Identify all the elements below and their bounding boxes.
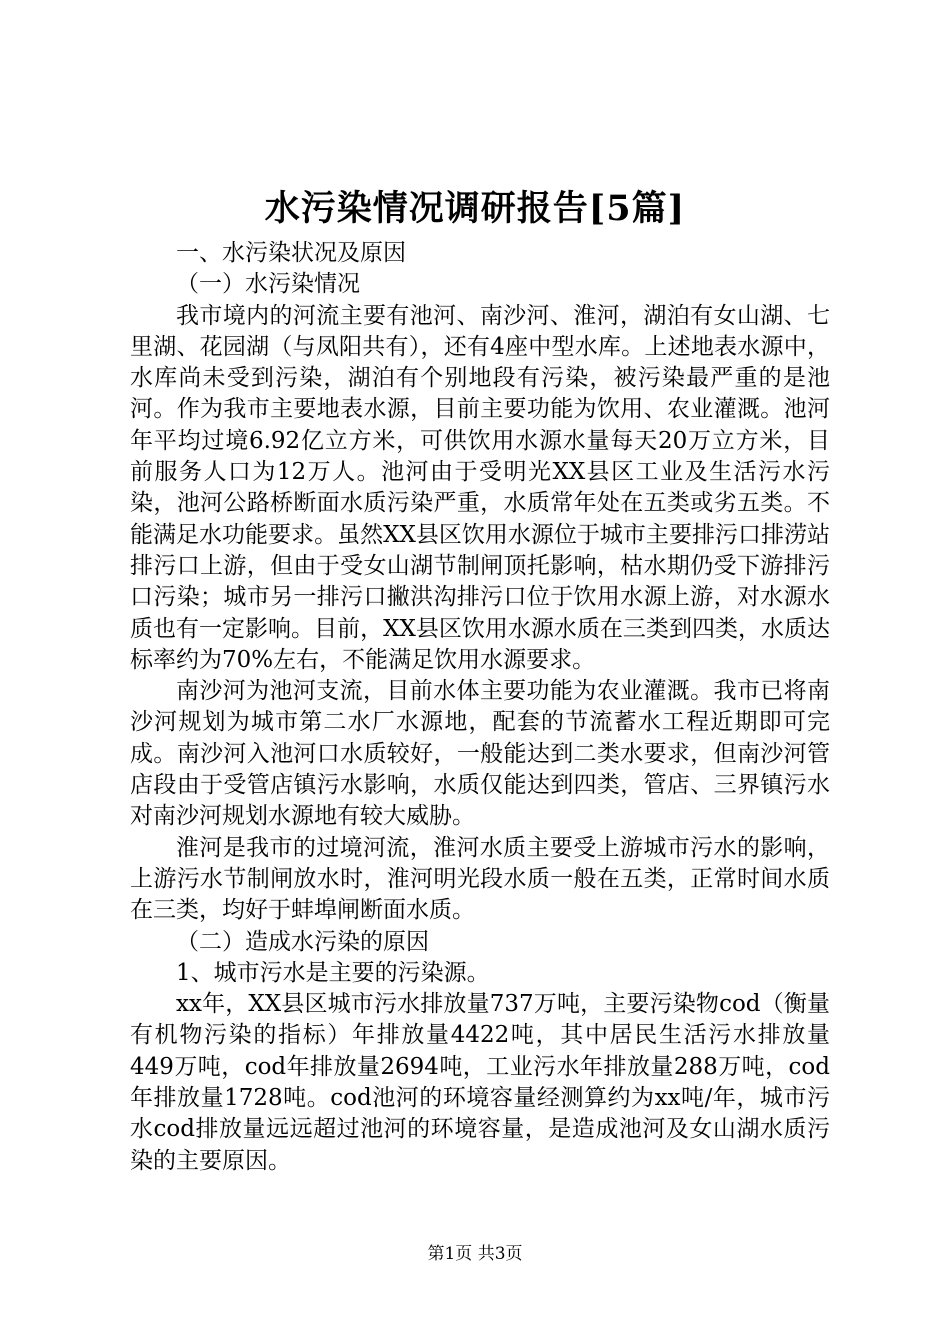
document-body	[130, 238, 830, 1177]
section-heading: 一、水污染状况及原因	[176, 240, 406, 266]
paragraph-sewage-statistics: xx年，XX县区城市污水排放量737万吨，主要污染物cod（衡量有机物污染的指标）年排放量4422吨，其中居民生活污水排放量449万吨，cod年排放量2694吨，工业污水年排放量288万吨，cod年排放量1728吨。cod池河的环境容量经测算约为xx吨/年，城市污水cod排放量远远超过池河的环境容量，是造成池河及女山湖水质污染的主要原因。	[130, 991, 830, 1174]
document-title: 水污染情况调研报告[5篇]	[264, 188, 686, 229]
list-item-urban-sewage: 1、城市污水是主要的污染源。	[176, 959, 490, 986]
page-footer: 第1页 共3页	[427, 1244, 523, 1264]
paragraph-rivers-overview: 我市境内的河流主要有池河、南沙河、淮河，湖泊有女山湖、七里湖、花园湖（与凤阳共有），还有4座中型水库。上述地表水源中，水库尚未受到污染，湖泊有个别地段有污染，被污染最严重的是池河。作为我市主要地表水源，目前主要功能为饮用、农业灌溉。池河年平均过境6.92亿立方米，可供饮用水源水量每天20万立方米，目前服务人口为12万人。池河由于受明光XX县区工业及生活污水污染，池河公路桥断面水质污染严重，水质常年处在五类或劣五类。不能满足水功能要求。虽然XX县区饮用水源位于城市主要排污口排涝站排污口上游，但由于受女山湖节制闸顶托影响，枯水期仍受下游排污口污染；城市另一排污口撇洪沟排污口位于饮用水源上游，对水源水质也有一定影响。目前，XX县区饮用水源水质在三类到四类，水质达标率约为70%左右，不能满足饮用水源要求。	[130, 302, 830, 673]
subsection-heading-causes: （二）造成水污染的原因	[176, 928, 429, 955]
paragraph-nansha-river: 南沙河为池河支流，目前水体主要功能为农业灌溉。我市已将南沙河规划为城市第二水厂水源地，配套的节流蓄水工程近期即可完成。南沙河入池河口水质较好，一般能达到二类水要求，但南沙河管店段由于受管店镇污水影响，水质仅能达到四类，管店、三界镇污水对南沙河规划水源地有较大威胁。	[130, 678, 830, 830]
subsection-heading-water-pollution: （一）水污染情况	[176, 271, 360, 298]
paragraph-huai-river: 淮河是我市的过境河流，淮河水质主要受上游城市污水的影响，上游污水节制闸放水时，淮河明光段水质一般在五类，正常时间水质在三类，均好于蚌埠闸断面水质。	[130, 834, 830, 924]
